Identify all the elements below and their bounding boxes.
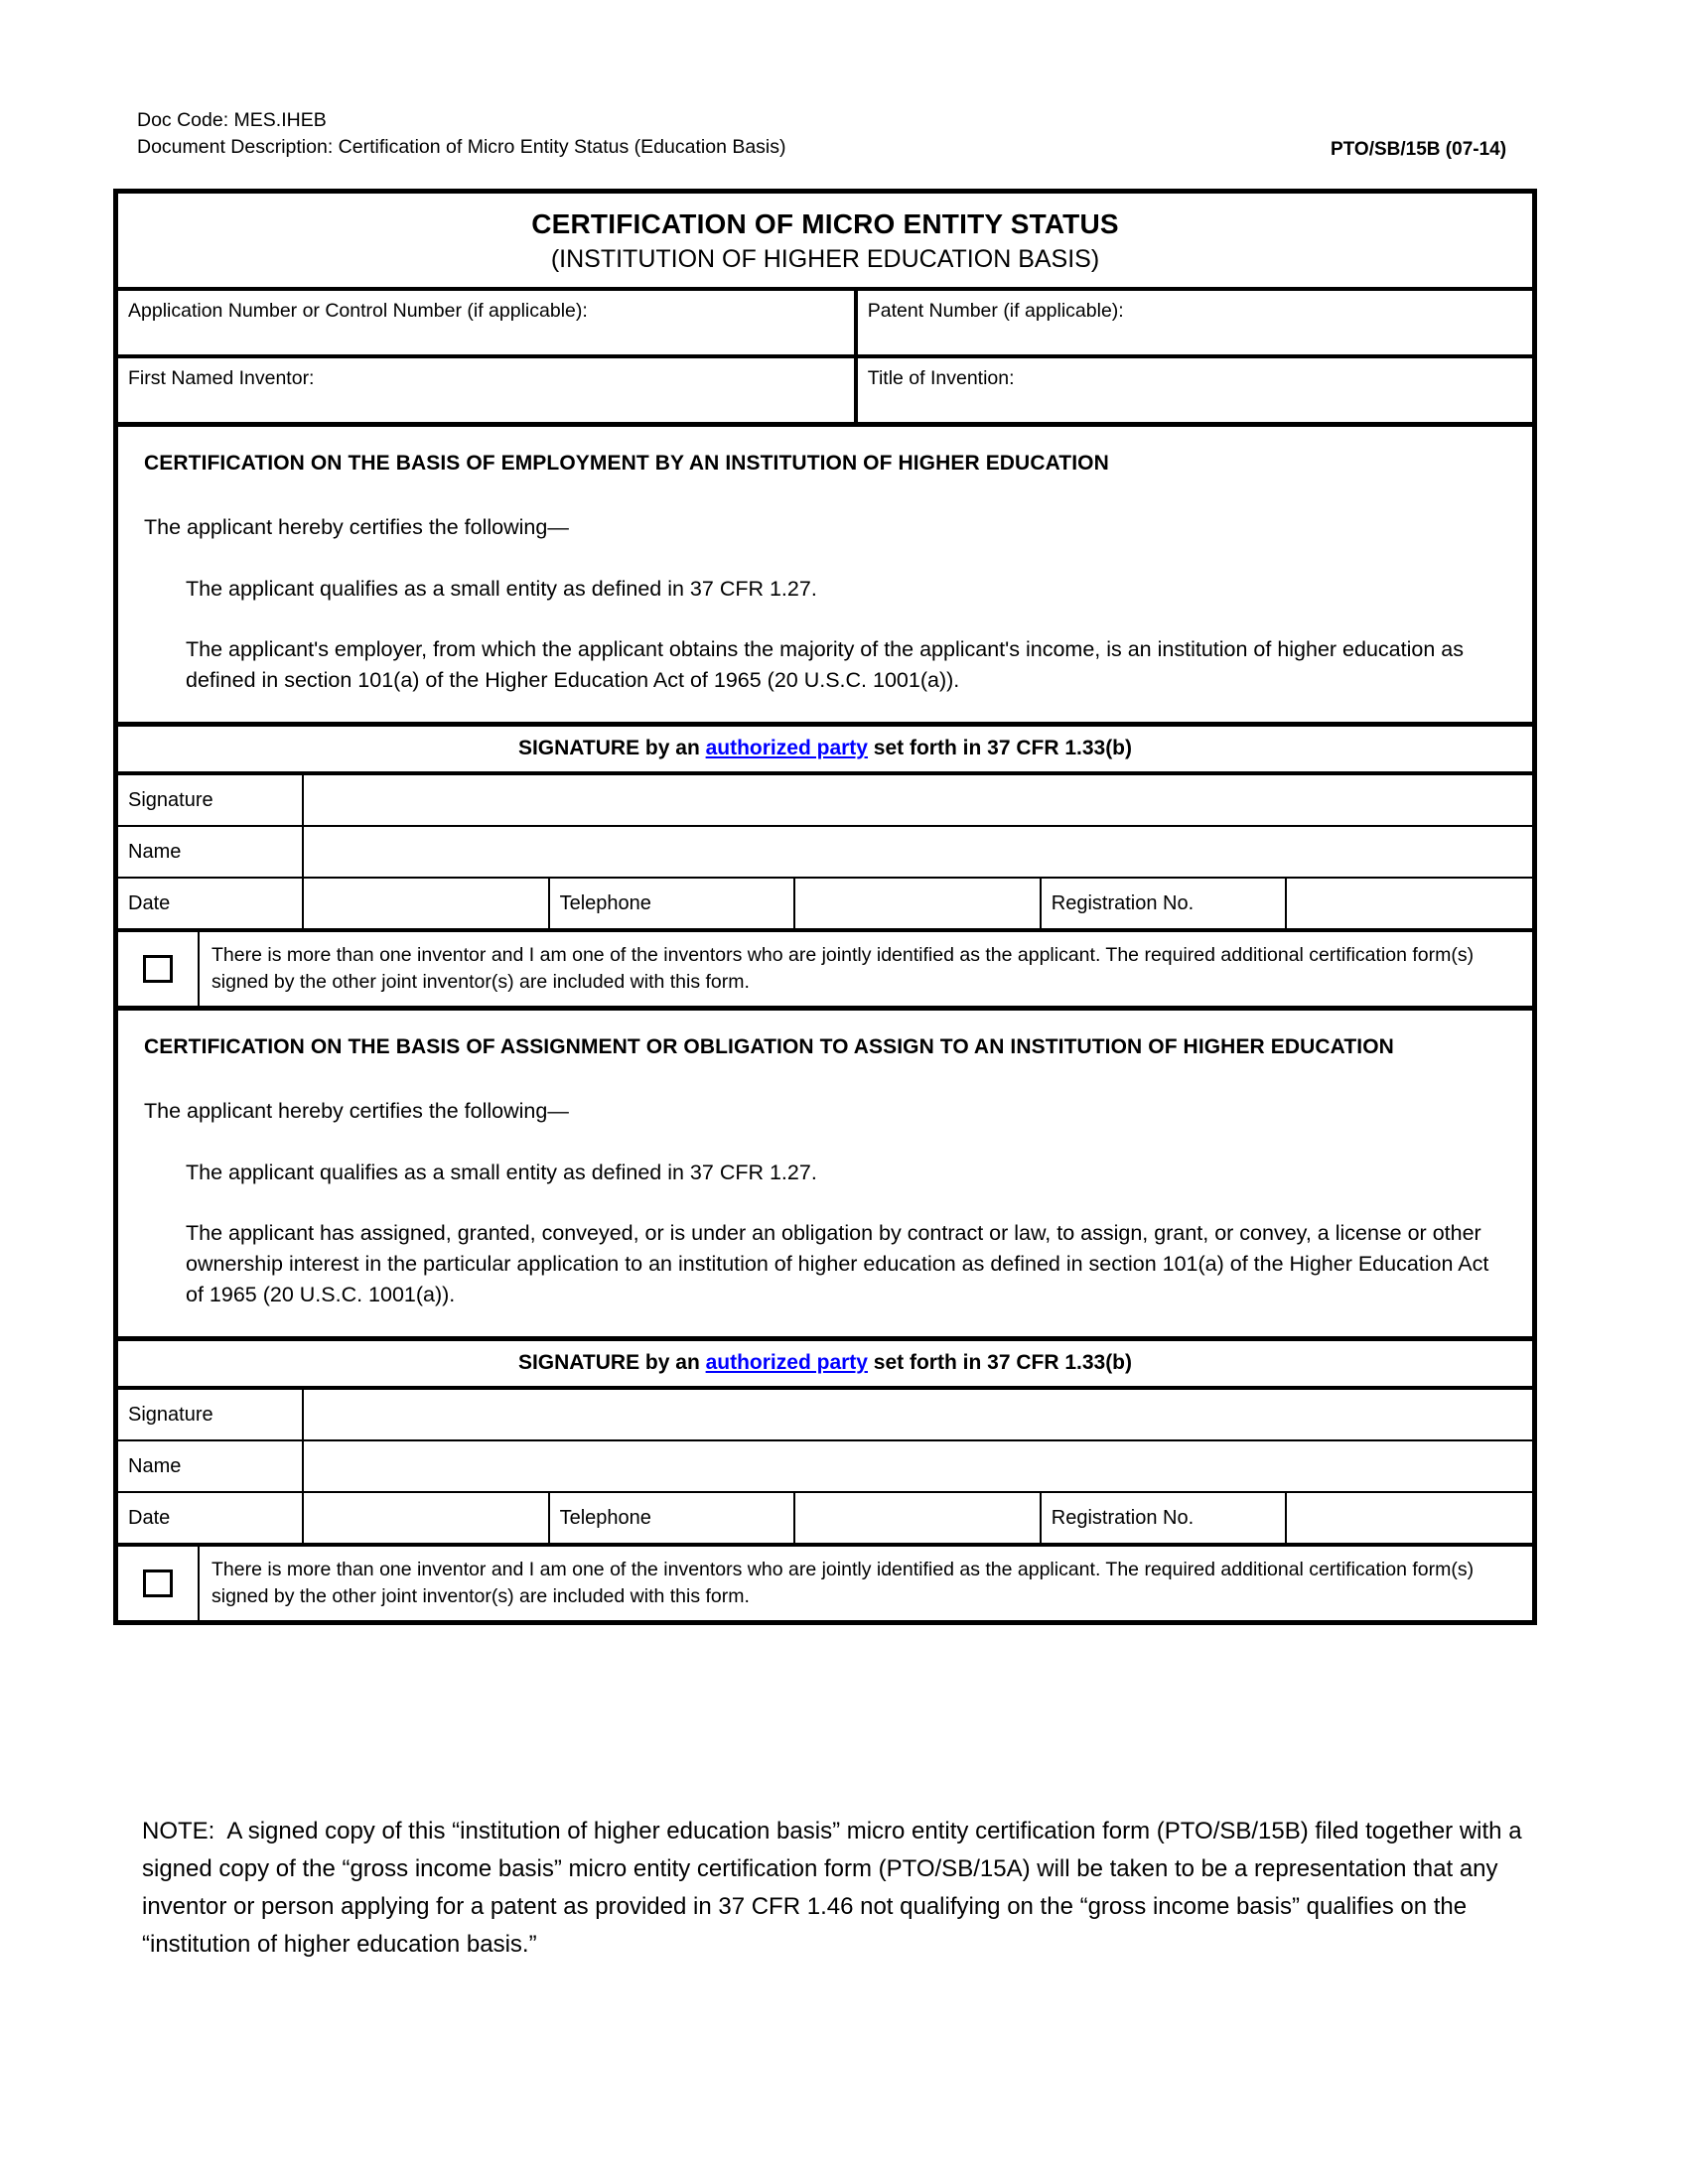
authorized-party-link-1[interactable]: authorized party bbox=[705, 737, 868, 759]
signature-banner-prefix-2: SIGNATURE by an bbox=[517, 1351, 706, 1374]
date-label-2: Date bbox=[128, 1506, 171, 1529]
assignment-certification-section bbox=[118, 1011, 1532, 1341]
authorized-party-link-2[interactable]: authorized party bbox=[705, 1351, 868, 1374]
date-telephone-registration-row-2 bbox=[118, 1492, 1532, 1543]
employment-section-item-1: The applicant qualifies as a small entity as defined in 37 CFR 1.27. bbox=[186, 577, 817, 601]
name-input-1[interactable] bbox=[303, 826, 1532, 878]
name-row-1 bbox=[118, 826, 1532, 878]
note-label: NOTE: bbox=[142, 1818, 227, 1844]
page-title: CERTIFICATION OF MICRO ENTITY STATUS bbox=[531, 208, 1119, 239]
form-box bbox=[113, 189, 1537, 1625]
signature-banner-suffix-1: set forth in 37 CFR 1.33(b) bbox=[867, 737, 1133, 759]
signature-label-cell-2 bbox=[118, 1390, 303, 1440]
employment-section-heading: CERTIFICATION ON THE BASIS OF EMPLOYMENT BY AN INSTITUTION OF HIGHER EDUCATION bbox=[144, 452, 1109, 475]
signature-label-2: Signature bbox=[128, 1403, 213, 1426]
title-of-invention-label: Title of Invention: bbox=[867, 367, 1015, 389]
signature-banner-prefix-1: SIGNATURE by an bbox=[517, 737, 706, 759]
joint-inventor-text-1: There is more than one inventor and I am one of the inventors who are jointly identified as the applicant. The required additional certification form(s) signed by the other joint inventor(s) are included with this form. bbox=[211, 944, 1475, 993]
registration-input-2[interactable] bbox=[1286, 1492, 1532, 1543]
registration-label-2: Registration No. bbox=[1051, 1506, 1195, 1529]
signature-table-1 bbox=[118, 775, 1532, 928]
joint-inventor-checkbox-1[interactable] bbox=[143, 955, 173, 983]
employment-section-item-2: The applicant's employer, from which the applicant obtains the majority of the applicant's income, is an institution of higher education as defined in section 101(a) of the Higher Education Act of 1965 (20 U.S.C. 1001(a)). bbox=[186, 637, 1464, 692]
first-named-inventor-field[interactable] bbox=[118, 358, 858, 422]
form-title-block bbox=[118, 194, 1532, 291]
identification-row-1 bbox=[118, 291, 1532, 358]
registration-label-1: Registration No. bbox=[1051, 891, 1195, 914]
date-label-1: Date bbox=[128, 891, 171, 914]
identification-row-2 bbox=[118, 358, 1532, 422]
name-label-cell-1 bbox=[118, 826, 303, 878]
signature-row-2 bbox=[118, 1390, 1532, 1440]
date-label-cell-1 bbox=[118, 878, 303, 928]
form-code-label: PTO/SB/15B (07-14) bbox=[1331, 139, 1507, 160]
telephone-label-2: Telephone bbox=[559, 1506, 651, 1529]
date-label-cell-2 bbox=[118, 1492, 303, 1543]
telephone-input-1[interactable] bbox=[794, 878, 1041, 928]
assignment-section-heading: CERTIFICATION ON THE BASIS OF ASSIGNMENT OR OBLIGATION TO ASSIGN TO AN INSTITUTION OF HIGHER EDUCATION bbox=[144, 1035, 1394, 1058]
signature-input-2[interactable] bbox=[303, 1390, 1532, 1440]
assignment-section-item-1: The applicant qualifies as a small entity as defined in 37 CFR 1.27. bbox=[186, 1160, 817, 1184]
registration-input-1[interactable] bbox=[1286, 878, 1532, 928]
date-input-1[interactable] bbox=[303, 878, 549, 928]
name-label-2: Name bbox=[128, 1454, 182, 1477]
telephone-label-cell-1 bbox=[549, 878, 795, 928]
application-number-label: Application Number or Control Number (if applicable): bbox=[128, 300, 588, 322]
joint-inventor-checkbox-2[interactable] bbox=[143, 1570, 173, 1597]
note-text: A signed copy of this “institution of higher education basis” micro entity certification form (PTO/SB/15B) filed together with a signed copy of the “gross income basis” micro entity certification form (PTO/SB/15A) will be taken to be a representation that any inventor or person applying for a patent as provided in 37 CFR 1.46 not qualifying on the “gross income basis” qualifies on the “institution of higher education basis.” bbox=[142, 1818, 1522, 1958]
signature-table-2 bbox=[118, 1390, 1532, 1543]
name-row-2 bbox=[118, 1440, 1532, 1492]
signature-label-cell-1 bbox=[118, 775, 303, 826]
assignment-section-item-2: The applicant has assigned, granted, conveyed, or is under an obligation by contract or law, to assign, grant, or convey, a license or other ownership interest in the particular application to an institution of higher education as defined in section 101(a) of the Higher Education Act of 1965 (20 U.S.C. 1001(a)). bbox=[186, 1221, 1489, 1306]
joint-inventor-text-2: There is more than one inventor and I am one of the inventors who are jointly identified as the applicant. The required additional certification form(s) signed by the other joint inventor(s) are included with this form. bbox=[211, 1559, 1475, 1607]
telephone-label-1: Telephone bbox=[559, 891, 651, 914]
signature-banner-2 bbox=[118, 1341, 1532, 1390]
signature-banner-1 bbox=[118, 727, 1532, 775]
title-of-invention-field[interactable] bbox=[858, 358, 1532, 422]
joint-inventor-checkbox-cell-1[interactable] bbox=[118, 932, 200, 1006]
page-subtitle: (INSTITUTION OF HIGHER EDUCATION BASIS) bbox=[550, 245, 1100, 273]
signature-banner-suffix-2: set forth in 37 CFR 1.33(b) bbox=[867, 1351, 1133, 1374]
first-named-inventor-label: First Named Inventor: bbox=[128, 367, 315, 389]
name-label-cell-2 bbox=[118, 1440, 303, 1492]
signature-input-1[interactable] bbox=[303, 775, 1532, 826]
doc-description-line: Document Description: Certification of Micro Entity Status (Education Basis) bbox=[137, 136, 786, 158]
name-input-2[interactable] bbox=[303, 1440, 1532, 1492]
name-label-1: Name bbox=[128, 840, 182, 863]
registration-label-cell-2 bbox=[1041, 1492, 1287, 1543]
identification-grid bbox=[118, 291, 1532, 422]
joint-inventor-row-2 bbox=[118, 1543, 1532, 1620]
employment-certification-section bbox=[118, 422, 1532, 727]
telephone-label-cell-2 bbox=[549, 1492, 795, 1543]
signature-row-1 bbox=[118, 775, 1532, 826]
registration-label-cell-1 bbox=[1041, 878, 1287, 928]
patent-number-field[interactable] bbox=[858, 291, 1532, 354]
patent-number-label: Patent Number (if applicable): bbox=[867, 300, 1124, 322]
telephone-input-2[interactable] bbox=[794, 1492, 1041, 1543]
assignment-section-lead: The applicant hereby certifies the following— bbox=[144, 1099, 569, 1123]
bottom-note bbox=[142, 1813, 1537, 1964]
date-telephone-registration-row-1 bbox=[118, 878, 1532, 928]
date-input-2[interactable] bbox=[303, 1492, 549, 1543]
joint-inventor-checkbox-cell-2[interactable] bbox=[118, 1547, 200, 1620]
document-header bbox=[137, 107, 1428, 161]
employment-section-lead: The applicant hereby certifies the following— bbox=[144, 515, 569, 539]
signature-label-1: Signature bbox=[128, 788, 213, 811]
doc-code-line: Doc Code: MES.IHEB bbox=[137, 109, 327, 131]
joint-inventor-row-1 bbox=[118, 928, 1532, 1011]
application-number-field[interactable] bbox=[118, 291, 858, 354]
